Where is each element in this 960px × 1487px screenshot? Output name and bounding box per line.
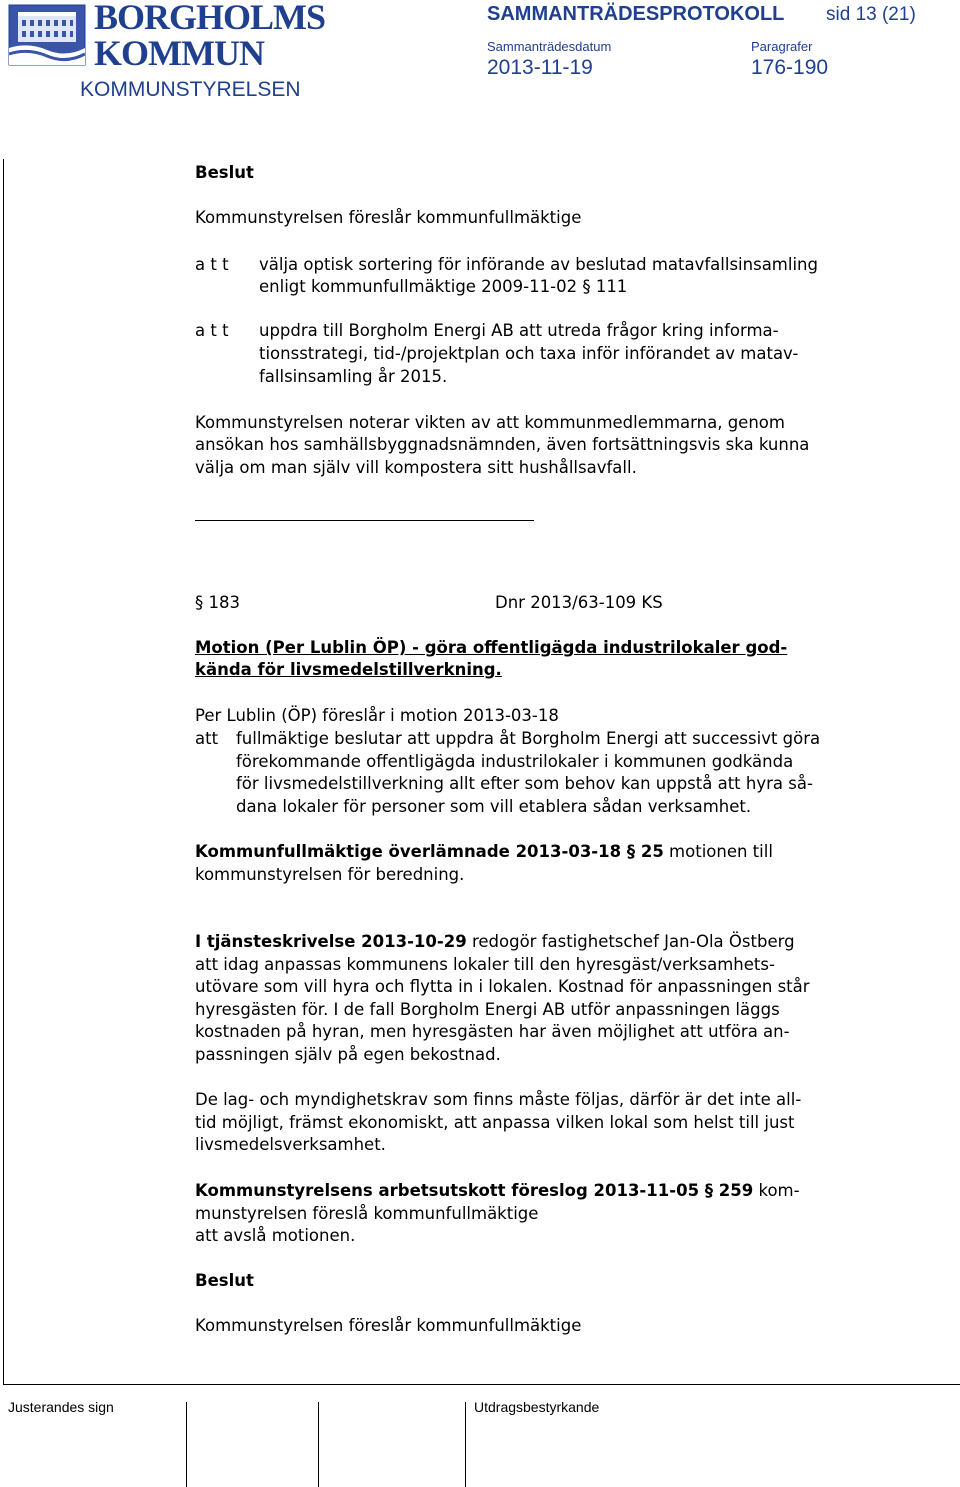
memo-text-line: passningen själv på egen bekostnad. [195, 1045, 501, 1064]
signature-divider-3 [465, 1402, 466, 1487]
att-marker: a t t [195, 255, 229, 274]
note-line: välja om man själv vill kompostera sitt hushållsavfall. [195, 458, 637, 477]
au-proposal-line2: munstyrelsen föreslå kommunfullmäktige [195, 1204, 539, 1223]
section-title-line: Motion (Per Lublin ÖP) - göra offentligägda industrilokaler god- [195, 638, 788, 657]
att-text-line: välja optisk sortering för införande av beslutad matavfallsinsamling [259, 255, 818, 274]
law-text-line: livsmedelsverksamhet. [195, 1135, 386, 1154]
left-margin-line [3, 159, 4, 1384]
memo-text-line: hyresgästen för. I de fall Borgholm Energi AB utför anpassningen läggs [195, 1000, 780, 1019]
section-separator [195, 520, 534, 521]
section-number: § 183 [195, 593, 240, 612]
note-line: ansökan hos samhällsbyggnadsnämnden, även fortsättningsvis ska kunna [195, 435, 810, 454]
motion-intro: Per Lublin (ÖP) föreslår i motion 2013-03-18 [195, 706, 559, 725]
motion-text-line: för livsmedelstillverkning allt efter som behov kan uppstå att hyra så- [236, 774, 813, 793]
footer-divider [3, 1384, 960, 1385]
memo-rest: redogör fastighetschef Jan-Ola Östberg [466, 932, 795, 951]
note-line: Kommunstyrelsen noterar vikten av att kommunmedlemmarna, genom [195, 413, 785, 432]
decision2-heading: Beslut [195, 1271, 254, 1290]
att-text-line: enligt kommunfullmäktige 2009-11-02 § 111 [259, 277, 628, 296]
kf-referral-rest: motionen till [663, 842, 773, 861]
dnr-reference: Dnr 2013/63-109 KS [495, 593, 663, 612]
decision-heading: Beslut [195, 163, 254, 182]
org-name-line2: KOMMUN [94, 33, 264, 73]
municipality-logo [8, 4, 86, 66]
signature-label: Justerandes sign [8, 1399, 114, 1415]
committee-name: KOMMUNSTYRELSEN [80, 78, 301, 101]
au-proposal-line [195, 1180, 800, 1203]
att-marker: a t t [195, 321, 229, 340]
decision2-intro: Kommunstyrelsen föreslår kommunfullmäktige [195, 1316, 582, 1335]
paragraph-range: 176-190 [751, 56, 829, 79]
extract-certified-label: Utdragsbestyrkande [474, 1399, 600, 1415]
motion-text-line: förekommande offentligägda industrilokaler i kommunen godkända [236, 752, 794, 771]
protocol-title: SAMMANTRÄDESPROTOKOLL [487, 3, 785, 25]
law-text-line: De lag- och myndighetskrav som finns måste följas, därför är det inte all- [195, 1090, 802, 1109]
memo-bold: I tjänsteskrivelse 2013-10-29 [195, 932, 467, 951]
motion-text-line: dana lokaler för personer som vill etablera sådan verksamhet. [236, 797, 752, 816]
meeting-date-label: Sammanträdesdatum [487, 39, 612, 54]
kf-referral-line [195, 841, 773, 864]
meeting-date: 2013-11-19 [487, 56, 593, 79]
motion-att-marker: att [195, 729, 219, 748]
section-title-line: kända för livsmedelstillverkning. [195, 660, 502, 679]
att-text-line: uppdra till Borgholm Energi AB att utreda frågor kring informa- [259, 321, 779, 340]
memo-text-line: att idag anpassas kommunens lokaler till den hyresgäst/verksamhets- [195, 955, 775, 974]
att-text-line: tionsstrategi, tid-/projektplan och taxa inför införandet av matav- [259, 344, 799, 363]
signature-divider-2 [318, 1402, 319, 1487]
page-indicator: sid 13 (21) [826, 4, 916, 25]
memo-line [195, 931, 795, 954]
kf-referral-bold: Kommunfullmäktige överlämnade 2013-03-18 § 25 [195, 842, 664, 861]
au-proposal-rest: kom- [753, 1181, 800, 1200]
org-name-line1: BORGHOLMS [94, 0, 326, 37]
law-text-line: tid möjligt, främst ekonomiskt, att anpassa vilken lokal som helst till just [195, 1113, 795, 1132]
au-proposal-line3: att avslå motionen. [195, 1226, 356, 1245]
memo-text-line: kostnaden på hyran, men hyresgästen har även möjlighet att utföra an- [195, 1022, 790, 1041]
signature-divider-1 [186, 1402, 187, 1487]
paragraphs-label: Paragrafer [751, 39, 813, 54]
kf-referral-line2: kommunstyrelsen för beredning. [195, 865, 465, 884]
att-text-line: fallsinsamling år 2015. [259, 367, 448, 386]
decision-intro: Kommunstyrelsen föreslår kommunfullmäktige [195, 208, 582, 227]
memo-text-line: utövare som vill hyra och flytta in i lokalen. Kostnad för anpassningen står [195, 977, 810, 996]
au-proposal-bold: Kommunstyrelsens arbetsutskott föreslog 2013-11-05 § 259 [195, 1181, 754, 1200]
motion-text-line: fullmäktige beslutar att uppdra åt Borgholm Energi att successivt göra [236, 729, 821, 748]
